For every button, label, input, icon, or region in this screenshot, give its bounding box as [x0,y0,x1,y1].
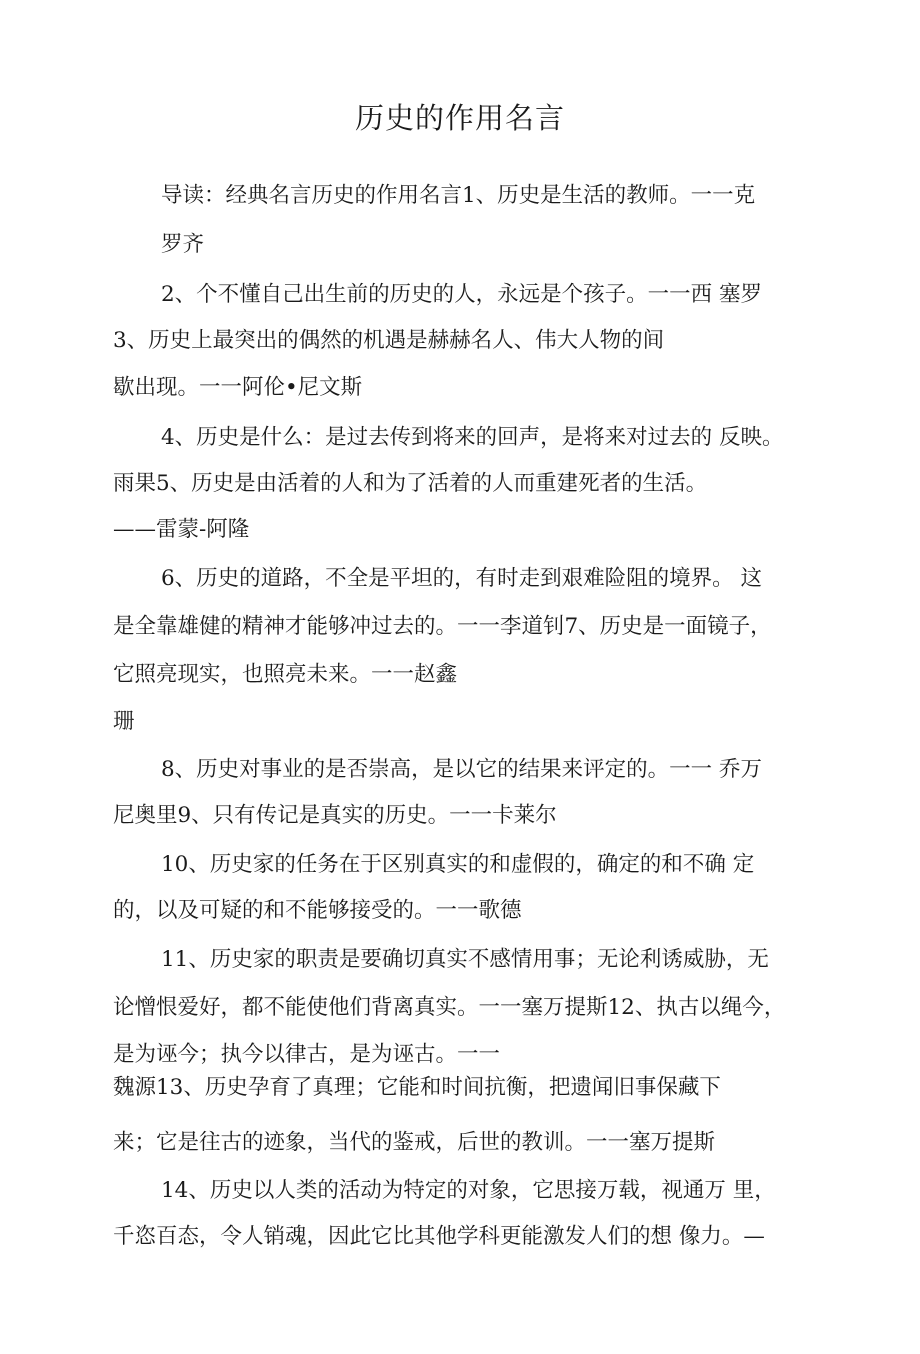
text-line: 它照亮现实，也照亮未来。一一赵鑫 [113,662,458,687]
text-line: 的，以及可疑的和不能够接受的。一一歌德 [113,898,522,923]
text-line: 尼奥里9、只有传记是真实的历史。一一卡莱尔 [113,803,557,828]
text-line: 来；它是往古的迹象，当代的鉴戒，后世的教训。一一塞万提斯 [113,1130,716,1155]
text-line: 歇出现。一一阿伦•尼文斯 [113,375,363,400]
text-line: 14、历史以人类的活动为特定的对象，它思接万载，视通万 里， [161,1178,776,1203]
text-line: 魏源13、历史孕育了真理；它能和时间抗衡，把遗闻旧事保藏下 [113,1075,721,1100]
text-line: 3、历史上最突出的偶然的机遇是赫赫名人、伟大人物的间 [113,328,665,353]
text-line: 是全靠雄健的精神才能够冲过去的。一一李道钊7、历史是一面镜子， [113,614,772,639]
text-line: 10、历史家的任务在于区别真实的和虚假的，确定的和不确 定 [161,852,755,877]
text-line: 罗齐 [161,232,205,257]
text-line: 2、个不懂自己出生前的历史的人，永远是个孩子。一一西 塞罗 [161,282,763,307]
text-line: 雨果5、历史是由活着的人和为了活着的人而重建死者的生活。 [113,471,708,496]
text-line: 珊 [113,709,135,734]
text-line: 导读：经典名言历史的作用名言1、历史是生活的教师。一一克 [161,183,756,208]
text-line: 是为诬今；执今以律古，是为诬古。一一 [113,1042,501,1067]
text-line: 论憎恨爱好，都不能使他们背离真实。一一塞万提斯12、执古以绳今， [113,995,786,1020]
text-line: 4、历史是什么：是过去传到将来的回声，是将来对过去的 反映。 [161,425,784,450]
text-line: 11、历史家的职责是要确切真实不感情用事；无论利诱威胁，无 [161,947,769,972]
text-line: 6、历史的道路，不全是平坦的，有时走到艰难险阻的境界。 这 [161,566,763,591]
page-title: 历史的作用名言 [354,101,565,135]
text-line: 8、历史对事业的是否崇高，是以它的结果来评定的。一一 乔万 [161,757,763,782]
text-line: ——雷蒙-阿隆 [113,517,250,542]
text-line: 千恣百态，令人销魂，因此它比其他学科更能激发人们的想 像力。— [113,1224,765,1249]
